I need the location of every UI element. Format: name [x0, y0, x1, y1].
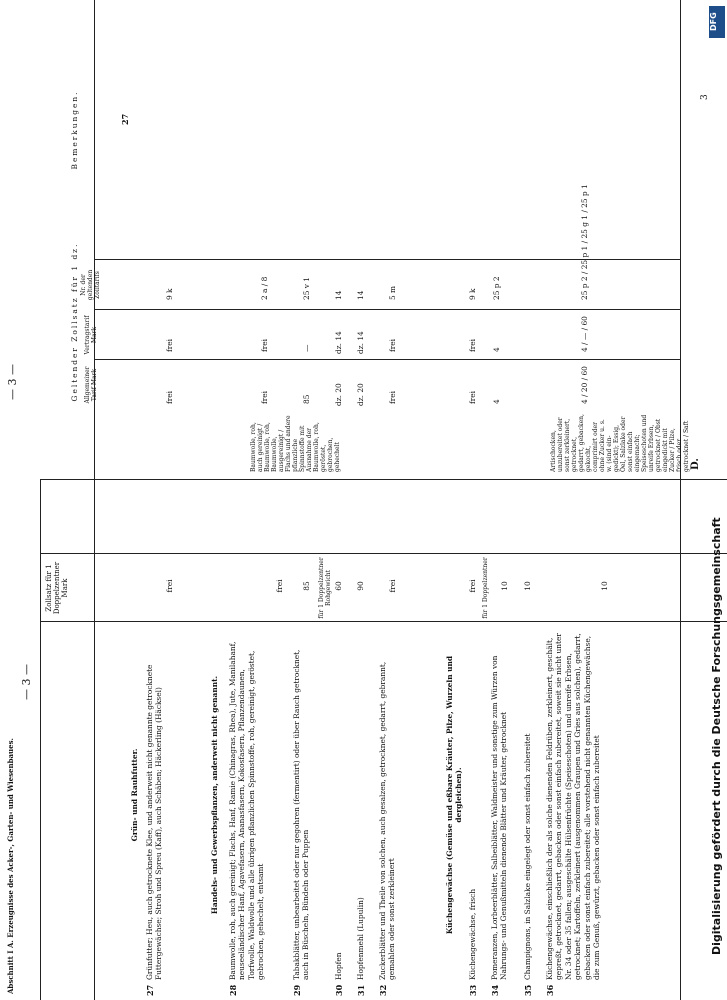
row-number: 31 — [356, 984, 366, 996]
conv-rate: frei — [165, 338, 174, 352]
row-rate: frei — [468, 579, 477, 593]
general-tariff-header: Allgemeiner Tarif Mark — [84, 366, 98, 404]
conv-rate: frei — [388, 338, 397, 352]
row-rate: 10 — [523, 581, 532, 591]
row-rate: 60 — [334, 581, 343, 591]
footer-page-number: 3 — [700, 94, 710, 100]
general-rate: frei — [165, 390, 174, 404]
credit-text: Digitalisierung gefördert durch die Deutsche Forschungsgemeinschaft — [710, 517, 723, 955]
section-heading: Grün- und Rauhfutter. — [130, 748, 139, 842]
general-rate: 4 / 20 / 60 — [580, 366, 589, 404]
row-number: 36 — [545, 984, 555, 996]
page-number-left: — 3 — — [20, 664, 33, 700]
row-number: 29 — [292, 984, 302, 996]
row-text: Champignons, in Salzlake eingelegt oder sonst einfach zubereitet — [523, 733, 532, 980]
row-rate: frei — [275, 579, 284, 593]
row-text: Zuckerblätter und Theile von solchen, auch gesalzen, getrocknet, gedarrt, gebrannt, gemahlen oder sonst zerkleinert — [378, 661, 397, 980]
row-rate: frei — [388, 579, 397, 593]
row-text: Grünfutter; Heu, auch getrocknete Klee, und anderweit nicht genannte getrocknete Futtergewächse; Stroh und Spreu (Kaff), auch Schäben; Häckerling (Häcksel) — [145, 664, 164, 980]
row-rate: frei — [165, 579, 174, 593]
row-text: Baumwolle, roh, auch gereinigt; Flachs, Hanf, Ramie (Chinagras, Rhea), Jute, Manilahanf, neuseeländischer Hanf, Agavefasern, Ananasfasern, Kokosfasern, Pflanzendaunen, Torfwolle, Waldwolle und alle übrigen pflanzlichen Spinnstoffe, roh, gereinigt, geröstet, gebrochen, gehechelt, entsamt — [228, 641, 266, 980]
row-rate: 10 — [500, 581, 509, 591]
general-rate: dz. 20 — [334, 383, 343, 406]
row-text: Hopfen — [334, 952, 343, 980]
row-number: 28 — [228, 984, 238, 996]
row-rate: 10 — [600, 581, 609, 591]
running-header: Abschnitt I A. Erzeugnisse des Acker-, Garten- und Wiesenbaues. — [6, 738, 15, 994]
conv-rate: 4 — [492, 347, 501, 352]
conventional-tariff-header: Vertragstarif Mark — [84, 315, 98, 355]
row-number: 27 — [145, 984, 155, 996]
conv-rate: dz. 14 — [356, 331, 365, 354]
row-text: Artischocken, unzubereitet oder sonst zerkleinert, getrocknet, gedarrt, gebacken, gekocht, comprimirt oder ohne Zucker u. s. w. (sind ein-gedickt); Essig, Oel, Salzlake oder sonst einfach eingemacht; Speiseschoten und unreife Erbsen, getrocknet / Obst eingedickt mit Zucker / Pilze, frisch oder getrocknet / Saft — [550, 414, 690, 472]
ref-code: 25 p 2 / 25 p 1 / 25 g 1 / 25 p 1 — [580, 184, 589, 300]
row-number: 35 — [523, 984, 533, 996]
general-rate: 4 — [492, 399, 501, 404]
section-heading: Handels- und Gewerbspflanzen, anderweit nicht genannt. — [210, 675, 219, 915]
digitization-credit — [706, 0, 727, 1000]
dfg-logo: DFG — [709, 6, 725, 38]
conv-rate: frei — [468, 338, 477, 352]
row-text: Tabakblätter, unbearbeitet oder nur gegohren (fermentirt) oder über Rauch getrocknet, auch in Büscheln, Bündeln oder Puppen — [292, 649, 311, 980]
row-number: 32 — [378, 984, 388, 996]
rate-note: für 1 Doppelzentner Rohgewicht — [318, 557, 332, 619]
section-letter: D. — [690, 458, 701, 470]
page-number-right: — 3 — — [6, 364, 19, 400]
conv-rate: — — [302, 344, 311, 352]
ref-code: 25 p 2 — [492, 276, 501, 300]
remarks-header: Bemerkungen. — [70, 90, 79, 170]
rate-note: für 1 Doppelzentner — [482, 557, 489, 619]
conv-rate: dz. 14 — [334, 331, 343, 354]
ref-code: 25 v 1 — [302, 277, 311, 300]
ref-code: 5 m — [388, 285, 397, 300]
row-text: Küchengewächse, frisch — [468, 888, 477, 980]
ref-code: 2 a / 8 — [260, 276, 269, 300]
general-rate: 85 — [302, 394, 311, 404]
row-text: Küchengewächse, einschließlich der als solche dienenden Feldrüben, zerkleinert, geschält, gepreßt, getrocknet, gedarrt, gebacken oder sonst einfach zubereitet, soweit sie nicht unter Nr. 34 oder 35 fallen; ausgeschälte Hülsenfrüchte (Speiseschoten) und unreife Erbsen, getrocknet; Kartoffeln, zerkleinert (ausgenommen Graupen und Gries aus solchen), gedarrt, gebacken oder sonst einfach zubereitet; alle vorstehend nicht genannten Küchengewächse, die zum Genuß, gewürzt, gebacken oder sonst einfach zubereitet — [545, 633, 602, 980]
general-rate: frei — [260, 390, 269, 404]
section-heading: Küchengewächse (Gemüse und eßbare Kräuter, Pilze, Wurzeln und dergleichen). — [445, 655, 464, 935]
row-number: 33 — [468, 984, 478, 996]
row-text: Baumwolle, roh, auch gereinigt / Baumwolle, roh, Baumwolle, ausgereinigt / Flachs und andere pflanzliche Spinnstoffe mit Ausnahme der Baumwolle, roh, geröstet, gebrochen, gehechelt — [250, 415, 341, 472]
row-number: 34 — [490, 984, 500, 996]
conv-rate: 4 / — / 60 — [580, 316, 589, 352]
general-rate: dz. 20 — [356, 383, 365, 406]
ref-code: 9 k — [468, 288, 477, 300]
row-rate: 90 — [356, 581, 365, 591]
conv-rate: frei — [260, 338, 269, 352]
ref-code: 14 — [334, 290, 343, 300]
tariff-column-header: Zollsatz für 1 Doppelzentner Mark — [45, 561, 69, 615]
ref-code: 9 k — [165, 288, 174, 300]
row-rate: 85 — [302, 581, 311, 591]
reference-header: Nr. der geltenden Zolltarifs — [80, 269, 101, 301]
general-rate: frei — [388, 390, 397, 404]
general-rate: frei — [468, 390, 477, 404]
row-number: 27 — [120, 113, 130, 125]
row-text: Hopfenmehl (Lupulin) — [356, 897, 365, 980]
ref-code: 14 — [356, 290, 365, 300]
row-text: Pomeranzen, Lorbeerblätter, Salbeiblätter, Waldmeister und sonstige zum Würzen von Nahrungs- und Genußmitteln dienende Blätter und Kräuter, getrocknet — [490, 655, 509, 980]
right-table-title: Geltender Zollsatz für 1 dz. — [70, 242, 79, 402]
row-number: 30 — [334, 984, 344, 996]
